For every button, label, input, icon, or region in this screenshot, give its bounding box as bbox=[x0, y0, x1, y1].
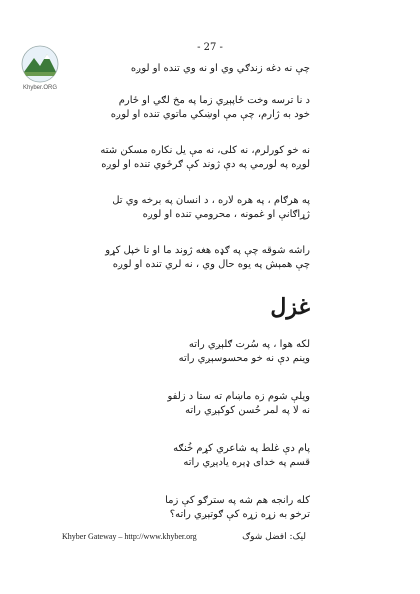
page-number: - 27 - bbox=[197, 42, 223, 53]
poem-line: خود به ژارم، چې مې اوښکي ماتوي تنده او لوږه bbox=[110, 109, 310, 120]
poem-line: نه خو کورلرم، نه کلی، نه مې یل نکاره مسکن شته bbox=[100, 145, 310, 156]
poem-line: چې همېش په یوه حال وي ، نه لري تنده او لوږه bbox=[112, 259, 310, 270]
poem-line: نه لا په لمر حُسن کوکېږي راته bbox=[185, 405, 310, 416]
poem-line: وینم دې نه خو محسوسېږي راته bbox=[178, 353, 310, 364]
ghazal-stanza-4 bbox=[100, 494, 310, 522]
ghazal-heading: غزل bbox=[270, 294, 310, 320]
logo-text: Khyber.ORG bbox=[22, 85, 57, 91]
poem-line: ترخو به زړه زړه کې ګوتېږي راته؟ bbox=[169, 509, 310, 520]
poem1-stanza-1 bbox=[100, 94, 310, 122]
footer-source: Khyber Gateway – http://www.khyber.org bbox=[62, 532, 197, 541]
poem-line: د نا ترسه وخت ځاپېږي زما په مخ لګي او ځارم bbox=[118, 95, 310, 106]
poem-line: راشه شوقه چې په ګډه هغه ژوند ما او تا خپل کړو bbox=[105, 245, 310, 256]
poem1-stanza-3 bbox=[100, 194, 310, 222]
ghazal-stanza-2 bbox=[100, 390, 310, 418]
poem-line: چې نه دغه زندګي وي او نه وي تنده او لوږه bbox=[130, 63, 310, 74]
poem1-stanza-4 bbox=[100, 244, 310, 272]
poem-line: پام دې غلط په شاعري کړم خُنګه bbox=[173, 443, 310, 454]
poem1-stanza-2 bbox=[100, 144, 310, 172]
poem-line: لوږه په لورمي په دې ژوند کې ګرځوي تنده او لوږه bbox=[101, 159, 310, 170]
poem-line: ویلې شوم زه ماښام ته ستا د زلفو bbox=[167, 391, 310, 402]
poem-line: په هرګام ، په هره لاره ، د انسان په برخه وي تل bbox=[112, 195, 310, 206]
poem-line: لکه هوا ، په سُرت ګلېږي راته bbox=[188, 339, 310, 350]
poem-line: ژړاګانې او غمونه ، محرومي تنده او لوږه bbox=[142, 209, 310, 220]
poem-line: کله رانجه هم شه په سترګو کې زما bbox=[165, 495, 310, 506]
ghazal-stanza-3 bbox=[100, 442, 310, 470]
ghazal bbox=[100, 338, 310, 522]
ghazal-stanza-1 bbox=[100, 338, 310, 366]
poem1-intro bbox=[100, 62, 310, 76]
footer-author: لیک: افضل شوګ bbox=[242, 532, 306, 542]
poem-line: قسم په خدای ډېره یادېږي راته bbox=[183, 457, 310, 468]
poem-content bbox=[100, 62, 310, 546]
